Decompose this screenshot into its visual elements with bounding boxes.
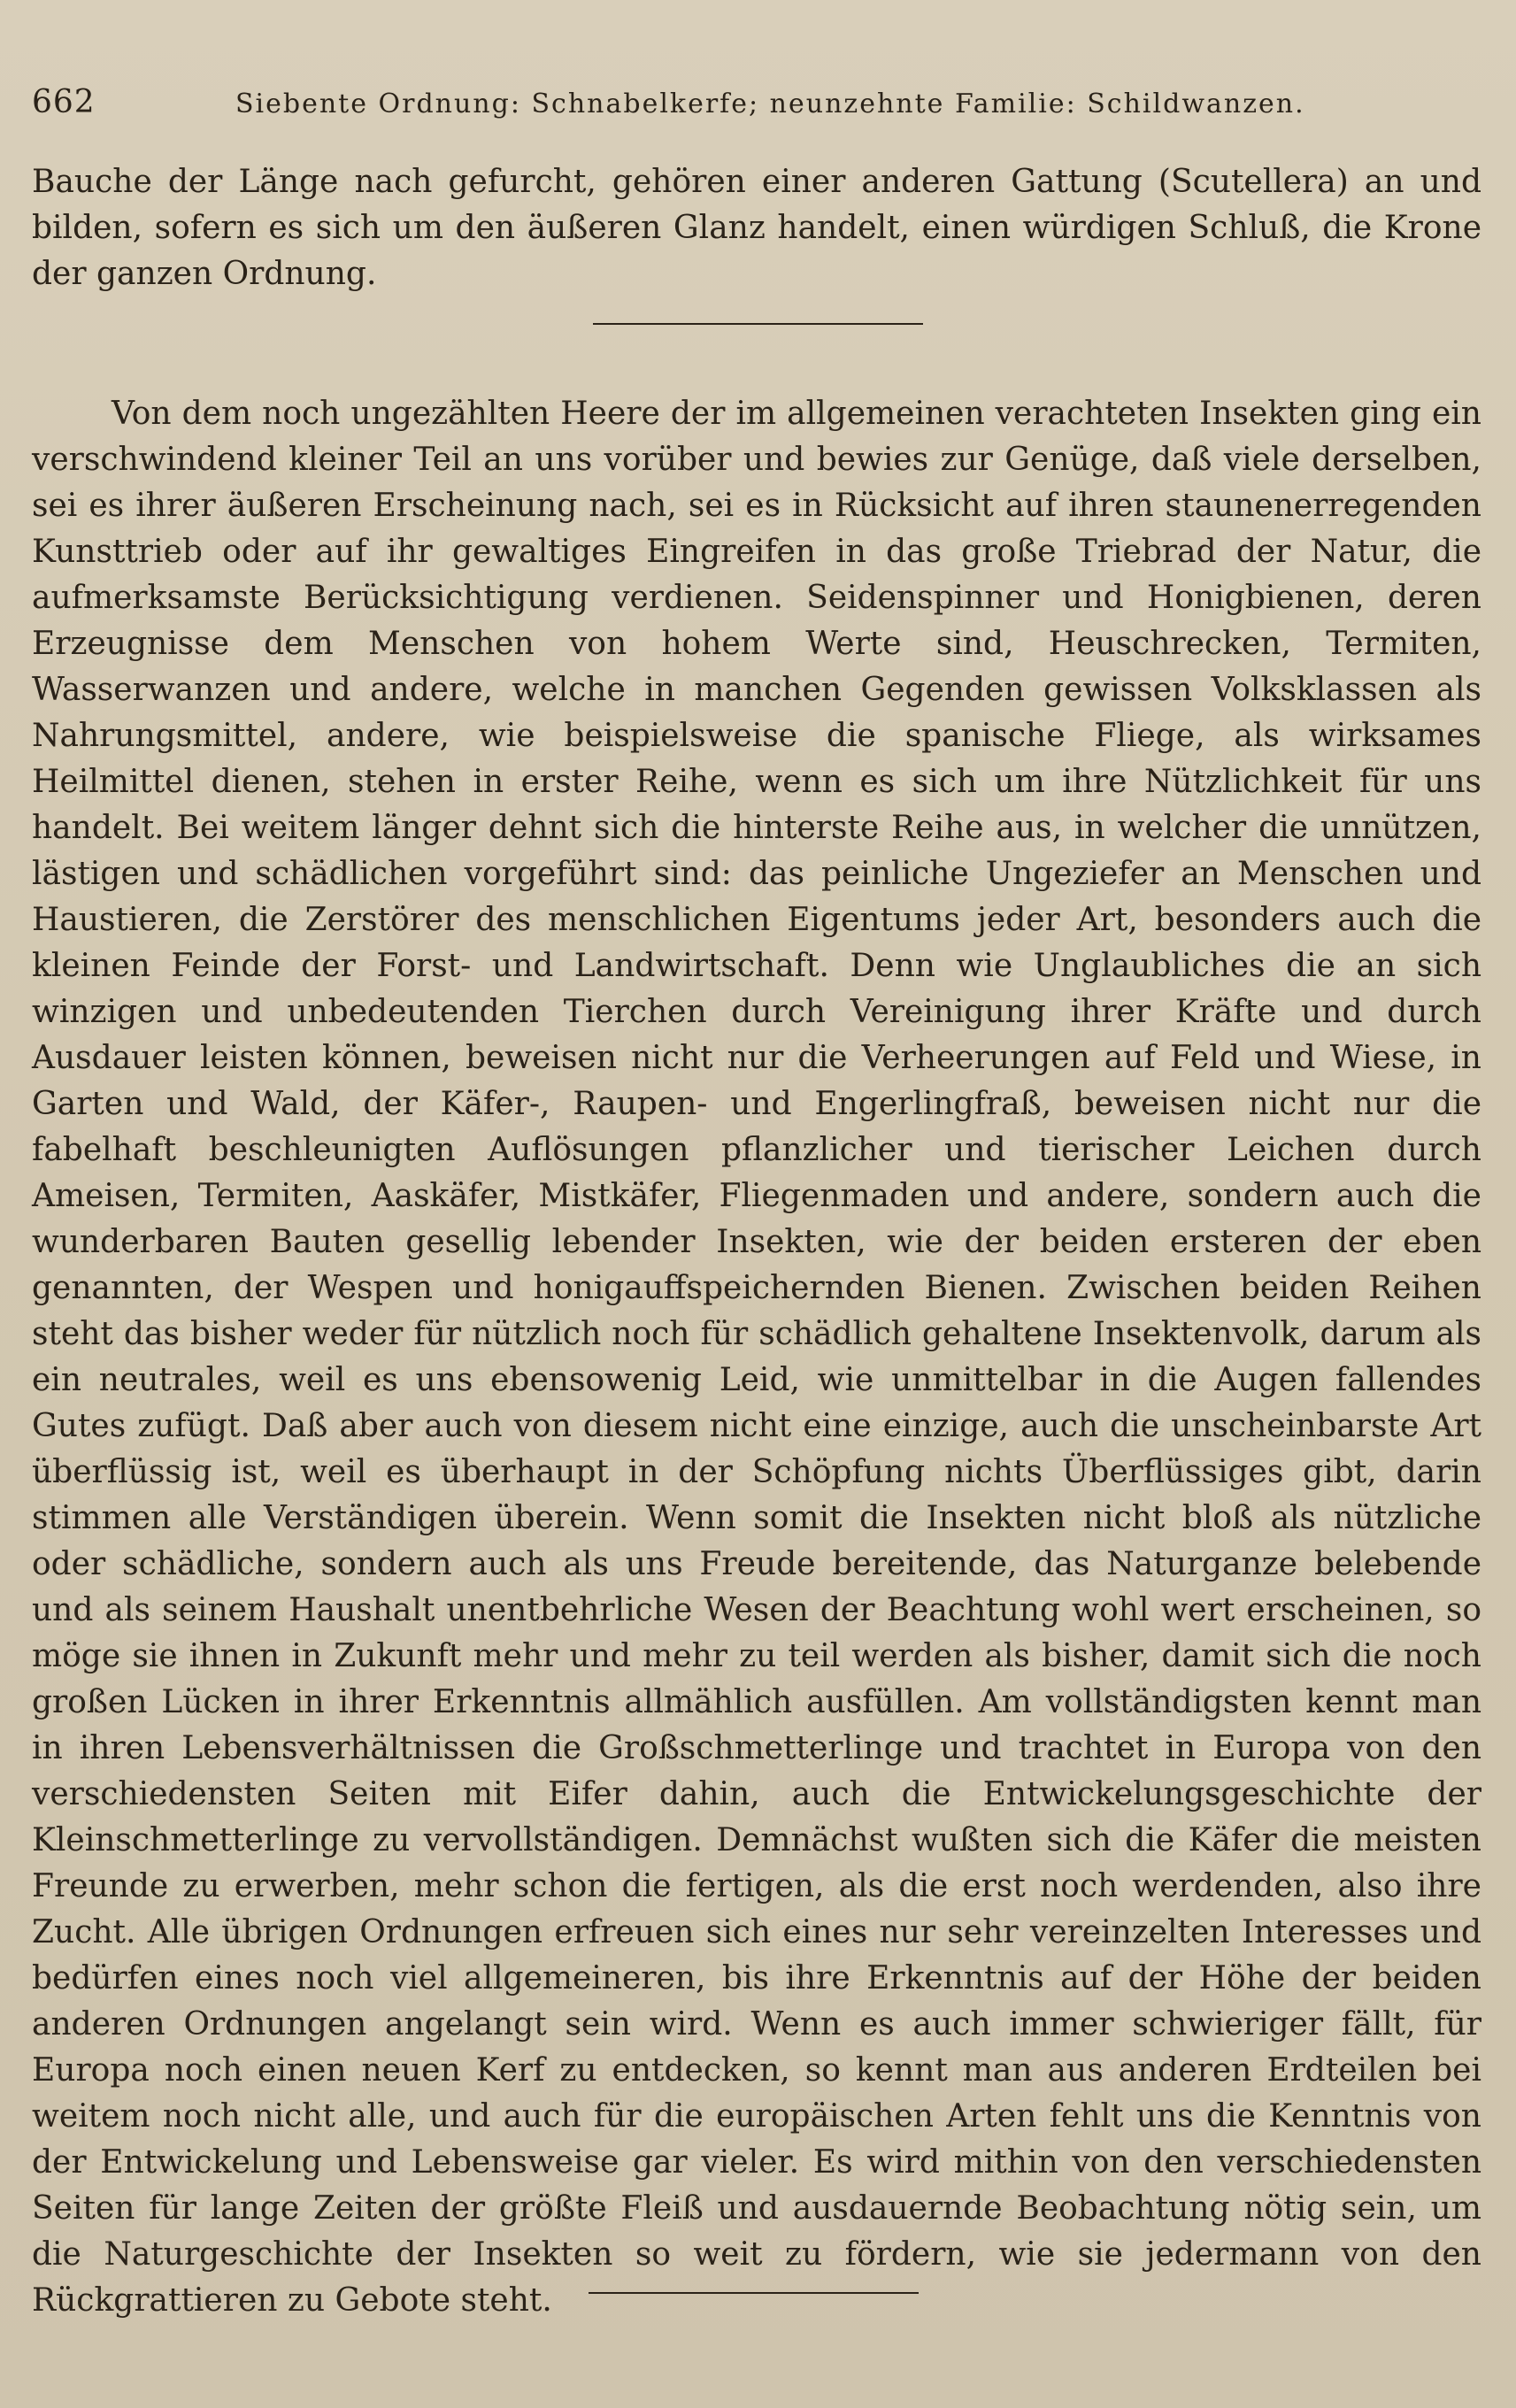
main-paragraph	[32, 391, 1481, 2324]
paragraph-text: Bauche der Länge nach gefurcht, gehören einer anderen Gattung (Scutellera) an und bilden, sofern es sich um den äußeren Glanz handelt, einen würdigen Schluß, die Krone der ganzen Ordnung.	[32, 164, 1481, 292]
page-header	[32, 84, 1483, 128]
continued-paragraph	[32, 159, 1481, 297]
running-head: Siebente Ordnung: Schnabelkerfe; neunzehnte Familie: Schildwanzen.	[235, 88, 1305, 119]
end-divider	[589, 2292, 919, 2294]
paragraph-text: Von dem noch ungezählten Heere der im allgemeinen verachteten Insekten ging ein verschwindend kleiner Teil an uns vorüber und bewies zur Genüge, daß viele derselben, sei es ihrer äußeren Erscheinung nach, sei es in Rücksicht auf ihren staunenerregenden Kunsttrieb oder auf ihr gewaltiges Eingreifen in das große Triebrad der Natur, die aufmerksamste Berücksichtigung verdienen. Seidenspinner und Honigbienen, deren Erzeugnisse dem Menschen von hohem Werte sind, Heuschrecken, Termiten, Wasserwanzen und andere, welche in manchen Gegenden gewissen Volksklassen als Nahrungsmittel, andere, wie beispielsweise die spanische Fliege, als wirksames Heilmittel dienen, stehen in erster Reihe, wenn es sich um ihre Nützlichkeit für uns handelt. Bei weitem länger dehnt sich die hinterste Reihe aus, in welcher die unnützen, lästigen und schädlichen vorgeführt sind: das peinliche Ungeziefer an Menschen und Haustieren, die Zerstörer des menschlichen Eigentums jeder Art, besonders auch die kleinen Feinde der Forst- und Landwirtschaft. Denn wie Unglaubliches die an sich winzigen und unbedeutenden Tierchen durch Vereinigung ihrer Kräfte und durch Ausdauer leisten können, beweisen nicht nur die Verheerungen auf Feld und Wiese, in Garten und Wald, der Käfer-, Raupen- und Engerlingfraß, beweisen nicht nur die fabelhaft beschleunigten Auflösungen pflanzlicher und tierischer Leichen durch Ameisen, Termiten, Aaskäfer, Mistkäfer, Fliegenmaden und andere, sondern auch die wunderbaren Bauten gesellig lebender Insekten, wie der beiden ersteren der eben genannten, der Wespen und honigauffspeichernden Bienen. Zwischen beiden Reihen steht das bisher weder für nützlich noch für schädlich gehaltene Insektenvolk, darum als ein neutrales, weil es uns ebensowenig Leid, wie unmittelbar in die Augen fallendes Gutes zufügt. Daß aber auch von diesem nicht eine einzige, auch die unscheinbarste Art überflüssig ist, weil es überhaupt in der Schöpfung nichts Überflüssiges gibt, darin stimmen alle Verständigen überein. Wenn somit die Insekten nicht bloß als nützliche oder schädliche, sondern auch als uns Freude bereitende, das Naturganze belebende und als seinem Haushalt unentbehrliche Wesen der Beachtung wohl wert erscheinen, so möge sie ihnen in Zukunft mehr und mehr zu teil werden als bisher, damit sich die noch großen Lücken in ihrer Erkenntnis allmählich ausfüllen. Am vollständigsten kennt man in ihren Lebensverhältnissen die Großschmetterlinge und trachtet in Europa von den verschiedensten Seiten mit Eifer dahin, auch die Entwickelungsgeschichte der Kleinschmetterlinge zu vervollständigen. Demnächst wußten sich die Käfer die meisten Freunde zu erwerben, mehr schon die fertigen, als die erst noch werdenden, also ihre Zucht. Alle übrigen Ordnungen erfreuen sich eines nur sehr vereinzelten Interesses und bedürfen eines noch viel allgemeineren, bis ihre Erkenntnis auf der Höhe der beiden anderen Ordnungen angelangt sein wird. Wenn es auch immer schwieriger fällt, für Europa noch einen neuen Kerf zu entdecken, so kennt man aus anderen Erdteilen bei weitem noch nicht alle, und auch für die europäischen Arten fehlt uns die Kenntnis von der Entwickelung und Lebensweise gar vieler. Es wird mithin von den verschiedensten Seiten für lange Zeiten der größte Fleiß und ausdauernde Beobachtung nötig sein, um die Naturgeschichte der Insekten so weit zu fördern, wie sie jedermann von den Rückgrattieren zu Gebote steht.	[32, 396, 1481, 2319]
section-divider	[593, 323, 923, 325]
page-number: 662	[32, 84, 96, 120]
